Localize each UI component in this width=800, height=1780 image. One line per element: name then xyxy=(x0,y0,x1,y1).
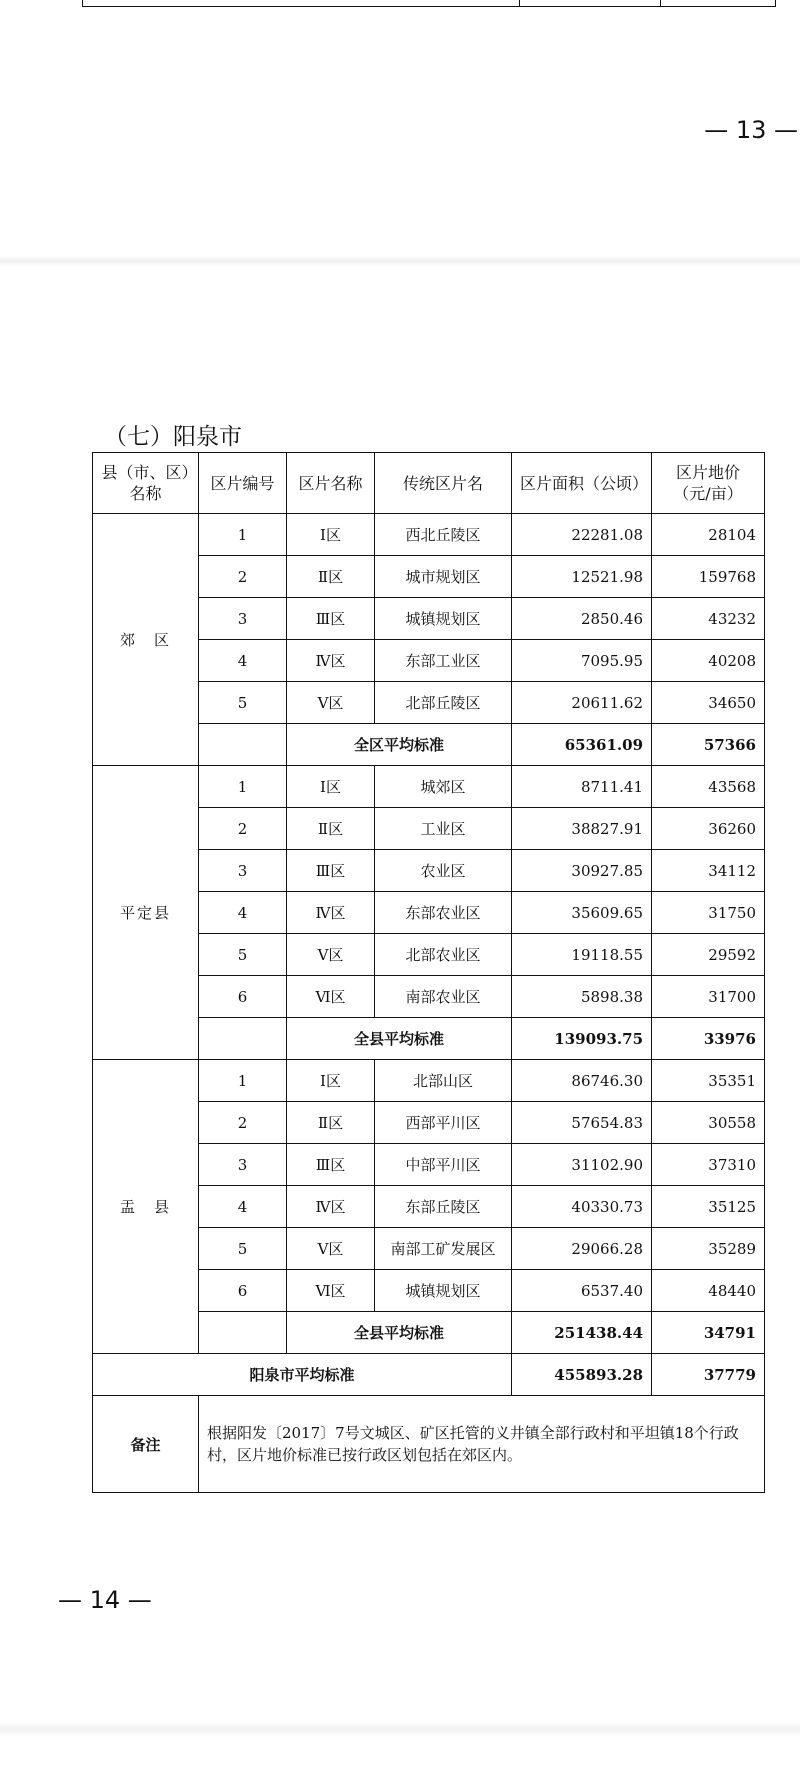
price-cell: 40208 xyxy=(652,640,765,682)
zone-no-cell: 1 xyxy=(199,766,287,808)
price-cell: 31700 xyxy=(652,976,765,1018)
average-area: 65361.09 xyxy=(512,724,652,766)
name-cell: 城镇规划区 xyxy=(375,598,512,640)
page-separator xyxy=(0,255,800,267)
price-cell: 43232 xyxy=(652,598,765,640)
average-area: 251438.44 xyxy=(512,1312,652,1354)
section-title: （七）阳泉市 xyxy=(104,424,242,450)
area-cell: 20611.62 xyxy=(512,682,652,724)
zone-cell: Ⅳ区 xyxy=(287,892,375,934)
county-cell: 郊 区 xyxy=(93,514,199,766)
name-cell: 城镇规划区 xyxy=(375,1270,512,1312)
area-cell: 38827.91 xyxy=(512,808,652,850)
zone-cell: Ⅲ区 xyxy=(287,850,375,892)
header-zone-name: 区片名称 xyxy=(287,453,375,514)
county-cell: 盂 县 xyxy=(93,1060,199,1354)
page-number-prev: — 13 — xyxy=(704,116,798,144)
empty-cell xyxy=(199,1018,287,1060)
average-label: 全区平均标准 xyxy=(287,724,512,766)
zone-no-cell: 3 xyxy=(199,1144,287,1186)
zone-no-cell: 5 xyxy=(199,1228,287,1270)
area-cell: 5898.38 xyxy=(512,976,652,1018)
zone-no-cell: 4 xyxy=(199,640,287,682)
price-cell: 35289 xyxy=(652,1228,765,1270)
zone-cell: Ⅰ区 xyxy=(287,1060,375,1102)
name-cell: 东部丘陵区 xyxy=(375,1186,512,1228)
name-cell: 北部农业区 xyxy=(375,934,512,976)
empty-cell xyxy=(199,724,287,766)
zone-cell: Ⅰ区 xyxy=(287,514,375,556)
price-cell: 30558 xyxy=(652,1102,765,1144)
zone-no-cell: 1 xyxy=(199,514,287,556)
average-price: 33976 xyxy=(652,1018,765,1060)
area-cell: 31102.90 xyxy=(512,1144,652,1186)
average-area: 139093.75 xyxy=(512,1018,652,1060)
zone-no-cell: 1 xyxy=(199,1060,287,1102)
header-traditional-name: 传统区片名 xyxy=(375,453,512,514)
zone-no-cell: 2 xyxy=(199,556,287,598)
price-cell: 29592 xyxy=(652,934,765,976)
zone-no-cell: 3 xyxy=(199,850,287,892)
empty-cell xyxy=(199,1312,287,1354)
zone-cell: Ⅴ区 xyxy=(287,934,375,976)
name-cell: 工业区 xyxy=(375,808,512,850)
price-cell: 34650 xyxy=(652,682,765,724)
city-average-row xyxy=(93,1354,765,1396)
zone-no-cell: 2 xyxy=(199,1102,287,1144)
table-row xyxy=(93,1060,765,1102)
zone-cell: Ⅴ区 xyxy=(287,1228,375,1270)
price-cell: 35125 xyxy=(652,1186,765,1228)
zone-no-cell: 3 xyxy=(199,598,287,640)
name-cell: 农业区 xyxy=(375,850,512,892)
header-area: 区片面积（公顷） xyxy=(512,453,652,514)
name-cell: 南部农业区 xyxy=(375,976,512,1018)
zone-no-cell: 4 xyxy=(199,1186,287,1228)
area-cell: 6537.40 xyxy=(512,1270,652,1312)
name-cell: 北部丘陵区 xyxy=(375,682,512,724)
zone-cell: Ⅱ区 xyxy=(287,556,375,598)
area-cell: 29066.28 xyxy=(512,1228,652,1270)
zone-no-cell: 2 xyxy=(199,808,287,850)
zone-no-cell: 6 xyxy=(199,1270,287,1312)
area-cell: 19118.55 xyxy=(512,934,652,976)
zone-no-cell: 6 xyxy=(199,976,287,1018)
name-cell: 东部工业区 xyxy=(375,640,512,682)
city-average-label: 阳泉市平均标准 xyxy=(93,1354,512,1396)
name-cell: 西部平川区 xyxy=(375,1102,512,1144)
note-row xyxy=(93,1396,765,1493)
name-cell: 城郊区 xyxy=(375,766,512,808)
note-label: 备注 xyxy=(93,1396,199,1493)
area-cell: 86746.30 xyxy=(512,1060,652,1102)
header-price: 区片地价（元/亩） xyxy=(652,453,765,514)
zone-cell: Ⅲ区 xyxy=(287,598,375,640)
zone-no-cell: 5 xyxy=(199,934,287,976)
zone-cell: Ⅰ区 xyxy=(287,766,375,808)
price-cell: 43568 xyxy=(652,766,765,808)
table-row xyxy=(93,766,765,808)
city-average-price: 37779 xyxy=(652,1354,765,1396)
page-separator xyxy=(0,1722,800,1736)
area-cell: 22281.08 xyxy=(512,514,652,556)
name-cell: 东部农业区 xyxy=(375,892,512,934)
name-cell: 城市规划区 xyxy=(375,556,512,598)
table-header-row xyxy=(93,453,765,514)
previous-table-bottom xyxy=(82,0,776,7)
area-cell: 40330.73 xyxy=(512,1186,652,1228)
price-cell: 34112 xyxy=(652,850,765,892)
name-cell: 中部平川区 xyxy=(375,1144,512,1186)
average-price: 34791 xyxy=(652,1312,765,1354)
zone-cell: Ⅴ区 xyxy=(287,682,375,724)
price-cell: 28104 xyxy=(652,514,765,556)
zone-cell: Ⅱ区 xyxy=(287,808,375,850)
average-label: 全县平均标准 xyxy=(287,1312,512,1354)
price-cell: 31750 xyxy=(652,892,765,934)
zone-no-cell: 5 xyxy=(199,682,287,724)
area-cell: 7095.95 xyxy=(512,640,652,682)
average-label: 全县平均标准 xyxy=(287,1018,512,1060)
average-price: 57366 xyxy=(652,724,765,766)
page-number-current: — 14 — xyxy=(58,1586,152,1614)
header-county: 县（市、区）名称 xyxy=(93,453,199,514)
name-cell: 北部山区 xyxy=(375,1060,512,1102)
zone-cell: Ⅵ区 xyxy=(287,976,375,1018)
city-average-area: 455893.28 xyxy=(512,1354,652,1396)
price-cell: 159768 xyxy=(652,556,765,598)
table-row xyxy=(93,514,765,556)
zone-cell: Ⅱ区 xyxy=(287,1102,375,1144)
name-cell: 西北丘陵区 xyxy=(375,514,512,556)
price-cell: 48440 xyxy=(652,1270,765,1312)
zone-cell: Ⅳ区 xyxy=(287,1186,375,1228)
area-cell: 2850.46 xyxy=(512,598,652,640)
land-price-table xyxy=(92,452,765,1493)
area-cell: 57654.83 xyxy=(512,1102,652,1144)
header-zone-no: 区片编号 xyxy=(199,453,287,514)
note-text: 根据阳发〔2017〕7号文城区、矿区托管的义井镇全部行政村和平坦镇18个行政村，区片地价标准已按行政区划包括在郊区内。 xyxy=(199,1396,765,1493)
price-cell: 35351 xyxy=(652,1060,765,1102)
area-cell: 30927.85 xyxy=(512,850,652,892)
zone-cell: Ⅳ区 xyxy=(287,640,375,682)
zone-cell: Ⅲ区 xyxy=(287,1144,375,1186)
price-cell: 36260 xyxy=(652,808,765,850)
area-cell: 8711.41 xyxy=(512,766,652,808)
zone-no-cell: 4 xyxy=(199,892,287,934)
county-cell: 平定县 xyxy=(93,766,199,1060)
area-cell: 12521.98 xyxy=(512,556,652,598)
name-cell: 南部工矿发展区 xyxy=(375,1228,512,1270)
price-cell: 37310 xyxy=(652,1144,765,1186)
zone-cell: Ⅵ区 xyxy=(287,1270,375,1312)
area-cell: 35609.65 xyxy=(512,892,652,934)
